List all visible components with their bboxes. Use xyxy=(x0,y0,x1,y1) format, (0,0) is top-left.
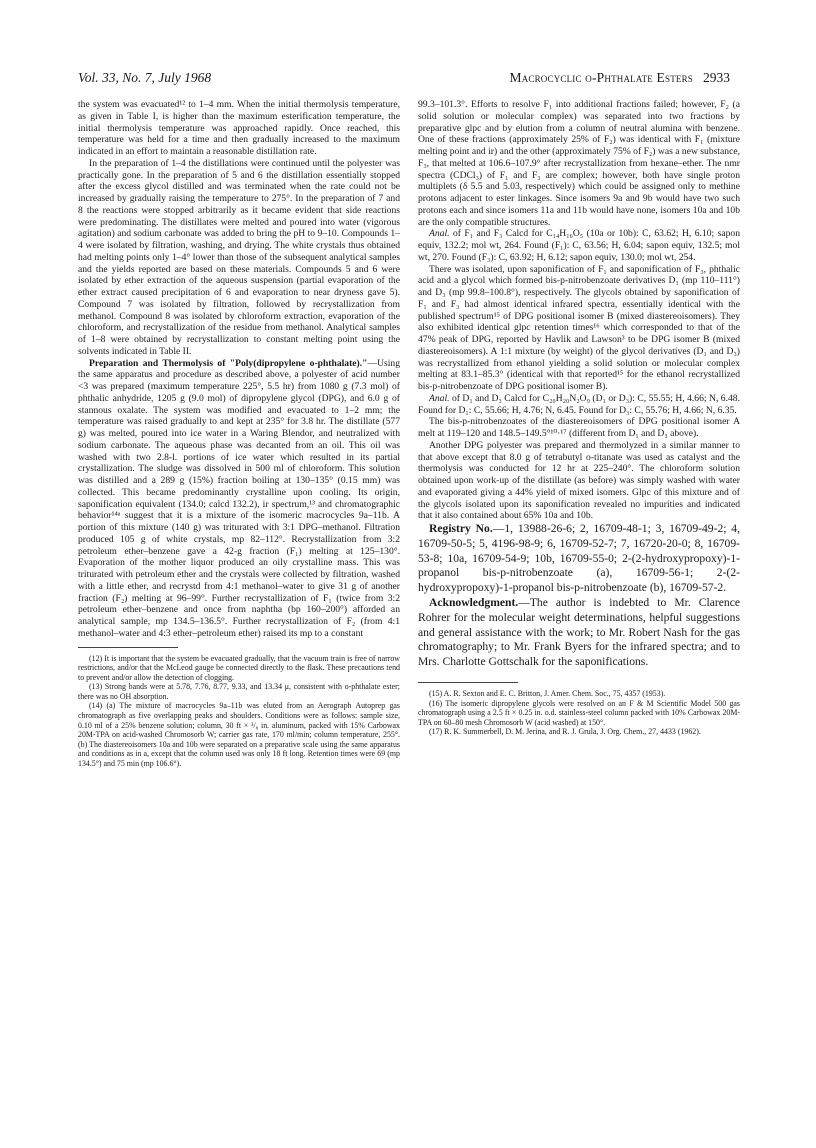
paragraph: There was isolated, upon saponification of F₁ and saponification of F₃, phthalic acid and a glycol which formed bis-p-nitrobenzoate derivatives D₁ (mp 110–111°) and D₃ (mp 99.8–100.8°), respectively. The glycols obtained by saponification of F₁ and F₃ had almost identical infrared spectra, essentially identical with the published spectrum¹⁵ of DPG positional isomer B (mixed diastereoisomers). They also exhibited identical glpc retention times¹⁶ which corresponded to that of the 47% peak of DPG, reported by Havlik and Lawson³ to be DPG isomer B (mixed diastereoisomers). A 1:1 mixture (by weight) of the glycol derivatives (D₁ and D₃) was recrystallized from ethanol yielding a solid solution or molecular complex melting at 83.1–85.3° (identical with that reported¹⁵ for the ethanol recrystallized bis-p-nitrobenzoate of DPG positional isomer B). xyxy=(418,263,740,392)
registry-numbers xyxy=(418,522,740,596)
paragraph xyxy=(418,228,740,263)
paragraph xyxy=(418,393,740,417)
paragraph: The bis-p-nitrobenzoates of the diastereoisomers of DPG positional isomer A melt at 119–120 and 148.5–149.5°¹⁰·¹⁷ (different from D₁ and D₃ above). xyxy=(418,416,740,439)
footnote-13: (13) Strong bands were at 5.78, 7.76, 8.77, 9.33, and 13.34 μ, consistent with o-phthalate ester; there was no OH absorption. xyxy=(78,682,400,701)
footnote-12: (12) It is important that the system be evacuated gradually, that the vacuum train is free of narrow restrictions, and/or that the McLeod gauge be connected directly to the flask. These precautions tend to prevent and/or allow the detection of clogging. xyxy=(78,653,400,682)
registry-label: Registry No. xyxy=(429,522,493,535)
acknowledgment-body: —The author is indebted to Mr. Clarence Rohrer for the molecular weight determinations, helpful suggestions and general assistance with the work; to Mr. Robert Nash for the gas chromatography; to Mr. Frank Byers for the infrared spectra; and to Mrs. Charlotte Gottschalk for the saponifications. xyxy=(418,595,740,669)
paragraph-body: of D₁ and D₃ Calcd for C₂₀H₂₀N₂O₉ (D₁ or D₃): C, 55.55; H, 4.66; N, 6.48. Found for D₁: C, 55.66; H, 4.76; N, 6.45. Found for D₃: C, 55.76; H, 4.66; N, 6.35. xyxy=(418,392,740,416)
footnote-divider xyxy=(418,682,518,683)
registry-body: —1, 13988-26-6; 2, 16709-48-1; 3, 16709-49-2; 4, 16709-50-5; 5, 4196-98-9; 6, 16709-52-7; 7, 16720-20-0; 8, 16709-53-8; 10a, 16709-54-9; 10b, 16709-55-0; 2-(2-hydroxypropoxy)-1-propanol bis-p-nitrobenzoate (a), 16709-56-1; 2-(2-hydroxypropoxy)-1-propanol bis-p-nitrobenzoate (b), 16709-57-2. xyxy=(418,522,740,595)
footnote-15: (15) A. R. Sexton and E. C. Britton, J. Amer. Chem. Soc., 75, 4357 (1953). xyxy=(429,688,666,698)
paragraph: Another DPG polyester was prepared and thermolyzed in a similar manner to that above except that 8.0 g of tetrabutyl o-titanate was used as catalyst and the thermolysis was conducted for 12 hr at 225–240°. The chloroform solution obtained upon work-up of the distillate (as before) was simply washed with water and evaporated giving a 44% yield of mixed isomers. Glpc of this mixture and of the glycols isolated upon its saponification revealed no impurities and indicated that it also contained about 65% 10a and 10b. xyxy=(418,439,740,522)
right-column xyxy=(418,99,740,737)
analysis-label: Anal. xyxy=(429,228,450,240)
footnote-16: (16) The isomeric dipropylene glycols were resolved on an F & M Scientific Model 500 gas chromatograph using a 2.5 ft × 0.25 in. o.d. stainless-steel column packed with 10% Carbowax 20M-TPA on 60–80 mesh Chromosorb W (acid washed) at 150°. xyxy=(418,698,740,727)
paragraph: the system was evacuated¹² to 1–4 mm. When the initial thermolysis temperature, as given in Table I, is higher than the maximum esterification temperature, the initial thermolysis temperature was approached rapidly. Once reached, this temperature was held for a time and then gradually increased to the maximum indicated in an effort to maintain a reasonable distillation rate. xyxy=(78,99,400,157)
left-column xyxy=(78,99,400,769)
journal-volume-info: Vol. 33, No. 7, July 1968 xyxy=(78,70,212,85)
paragraph-body: —Using the same apparatus and procedure as described above, a polyester of acid number <3 was prepared (maximum temperature 225°, 5.5 hr) from 1080 g (7.3 mol) of phthalic anhydride, 1205 g (9.0 mol) of dipropylene glycol (DPG), and 6.0 g of stannous oxalate. The system was modified and evacuated to 1–2 mm; the temperature was raised gradually to and kept at 235° for 3.8 hr. The distillate (577 g) was melted, poured into ice water in a Waring Blendor, and neutralized with sodium carbonate. The aqueous phase was decanted from an oil. This oil was washed with two 2.8-l. portions of ice water which resulted in its partial crystallization. The sludge was dissolved in 500 ml of chloroform. This solution was distilled and a 289 g (15%) fraction boiling at 130–135° (0.15 mm) was collected. This became predominantly crystalline upon cooling. Its origin, saponification equivalent (134.0; calcd 132.2), ir spectrum,¹³ and chromatographic behavior¹⁴ᵃ suggest that it is a mixture of the isomeric macrocycles 9a–11b. A portion of this mixture (140 g) was triturated with 3:1 DPG–methanol. Filtration produced 105 g of white crystals, mp 82–112°. Recrystallization from 3:2 petroleum ether–benzene gave a 42-g fraction (F₁) melting at 125–130°. Evaporation of the mother liquor produced an oily crystalline mass. This was triturated with petroleum ether and the crystals were collected by filtration, washed with a little ether, and recrystd from 4:1 methanol–water to give 31 g of another fraction (F₂) melting at 96–99°. Further recrystallization of F₁ (twice from 3:2 petroleum ether–benzene and once from naphtha (bp 160–200°) afforded an analytical sample, mp 134.5–136.5°. Further recrystallization of F₂ (from 4:1 methanol–water and 4:3 ether–petroleum ether) raised its mp to a constant xyxy=(78,357,400,639)
footnote-17: (17) R. K. Summerbell, D. M. Jerina, and R. J. Grula, J. Org. Chem., 27, 4433 (1962). xyxy=(429,727,701,737)
acknowledgment-label: Acknowledgment. xyxy=(429,595,519,609)
acknowledgment xyxy=(418,596,740,670)
paragraph: In the preparation of 1–4 the distillations were continued until the polyester was practically gone. In the preparation of 5 and 6 the distillation essentially stopped after the excess glycol distilled and was terminated when the rate could not be increased by gradually raising the temperature to 275°. In the preparation of 7 and 8 the reactions were stopped arbitrarily as it became evident that side reactions were predominating. The distillates were melted and poured into water (vigorous agitation) and sodium carbonate was added to bring the pH to 9–10. Compounds 1–4 were isolated by filtration, washing, and drying. The white crystals thus obtained had melting points only 1–4° lower than those of the subsequent analytical samples and the yields reported are based on these materials. Compounds 5 and 6 were isolated by ether extraction of the aqueous suspension (partial evaporation of the ether extract caused precipitation of 6 and evaporation to near dryness gave 5). Compound 7 was isolated by filtration, followed by recrystallization from methanol. Compound 8 was isolated by chloroform extraction, evaporation of the chloroform, and recrystallization of the residue from methanol. Analytical samples of 1–8 were obtained by recrystallization to constant melting point using the solvents indicated in Table II. xyxy=(78,157,400,357)
analysis-label: Anal. xyxy=(429,392,450,404)
section-heading: Preparation and Thermolysis of "Poly(dipropylene o-phthalate)." xyxy=(89,357,368,369)
page-header xyxy=(78,70,730,88)
paragraph xyxy=(78,358,400,640)
running-title: Macrocyclic o-Phthalate Esters xyxy=(509,70,693,85)
page-number: 2933 xyxy=(703,70,730,85)
header-right xyxy=(509,70,730,86)
footnote-14: (14) (a) The mixture of macrocycles 9a–11b was eluted from an Aerograph Autoprep gas chromatograph as five overlapping peaks and shoulders. Conditions were as follows: sample size, 0.10 ml of a 25% benzene solution; column, 30 ft × ³/₈ in. aluminum, packed with 15% Carbowax 20M-TPA on acid-washed Chromosorb W; carrier gas rate, 170 ml/min; column temperature, 255°. (b) The diastereoisomers 10a and 10b were separated on a preparative scale using the same apparatus and conditions as in a, except that the column used was only 18 ft long. Retention times were 69 (mp 134.5°) and 75 min (mp 106.6°). xyxy=(78,701,400,769)
paragraph: 99.3–101.3°. Efforts to resolve F₁ into additional fractions failed; however, F₂ (a solid solution or molecular complex) was separated into two fractions by preparative glpc and by elution from a column of neutral alumina with benzene. One of these fractions (approximately 25% of F₂) was identical with F₁ (mixture melting point and ir) and the other (approximately 75% of F₂) was a new substance, F₃, that melted at 106.6–107.9° after recrystallization from hexane–ether. The nmr spectra (CDCl₃) of F₁ and F₃ are complex; however, both have single proton multiplets (δ 5.5 and 5.03, respectively) which could be assigned only to methine protons adjacent to ester linkages. Since isomers 9a and 9b would have two such protons each and since isomers 11a and 11b would have none, isomers 10a and 10b are the only compatible structures. xyxy=(418,99,740,228)
footnote-divider xyxy=(78,647,178,648)
paragraph-body: of F₁ and F₃ Calcd for C₁₄H₁₆O₅ (10a or 10b): C, 63.62; H, 6.10; sapon equiv, 132.2; mol wt, 264. Found (F₁): C, 63.56; H, 6.04; sapon equiv, 132.5; mol wt, 270. Found (F₃): C, 63.92; H, 6.12; sapon equiv, 130.0; mol wt, 254. xyxy=(418,228,740,263)
